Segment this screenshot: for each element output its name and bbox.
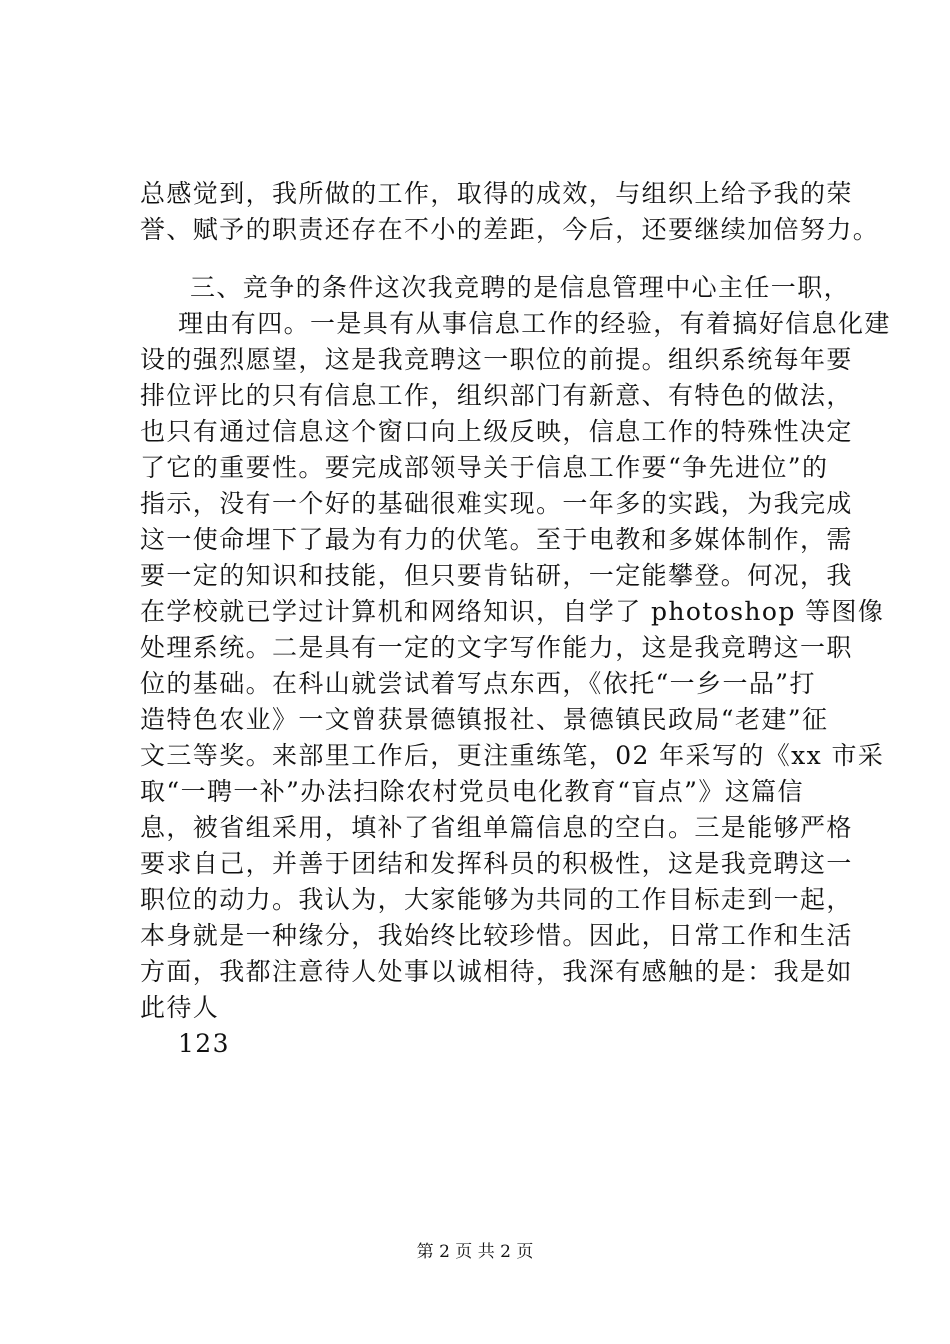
text-line: 了它的重要性。要完成部领导关于信息工作要“争先进位”的 bbox=[140, 453, 829, 482]
text-line: 造特色农业》一文曾获景德镇报社、景德镇民政局“老建”征 bbox=[140, 705, 829, 734]
section-heading-line: 三、竞争的条件这次我竞聘的是信息管理中心主任一职， bbox=[190, 273, 851, 302]
text-line: 职位的动力。我认为，大家能够为共同的工作目标走到一起， bbox=[140, 885, 853, 914]
text-line: 理由有四。一是具有从事信息工作的经验，有着搞好信息化建 bbox=[178, 309, 891, 338]
text-line: 位的基础。在科山就尝试着写点东西，《依托“一乡一品”打 bbox=[140, 669, 816, 698]
text-line: 处理系统。二是具有一定的文字写作能力，这是我竞聘这一职 bbox=[140, 633, 853, 662]
text-line: 总感觉到，我所做的工作，取得的成效，与组织上给予我的荣 bbox=[140, 179, 853, 208]
text-line: 在学校就已学过计算机和网络知识，自学了 photoshop 等图像 bbox=[140, 597, 885, 626]
text-line: 排位评比的只有信息工作，组织部门有新意、有特色的做法， bbox=[140, 381, 853, 410]
text-line: 文三等奖。来部里工作后，更注重练笔，02 年采写的《xx 市采 bbox=[140, 741, 885, 770]
page-number-text: 123 bbox=[178, 1029, 230, 1058]
text-line: 方面，我都注意待人处事以诚相待，我深有感触的是：我是如 bbox=[140, 957, 853, 986]
text-line: 指示，没有一个好的基础很难实现。一年多的实践，为我完成 bbox=[140, 489, 853, 518]
text-line: 这一使命埋下了最为有力的伏笔。至于电教和多媒体制作，需 bbox=[140, 525, 853, 554]
page-footer: 第 2 页 共 2 页 bbox=[416, 1242, 534, 1262]
text-line: 誉、赋予的职责还存在不小的差距，今后，还要继续加倍努力。 bbox=[140, 215, 880, 244]
text-line: 设的强烈愿望，这是我竞聘这一职位的前提。组织系统每年要 bbox=[140, 345, 853, 374]
text-line: 要一定的知识和技能，但只要肯钻研，一定能攀登。何况，我 bbox=[140, 561, 853, 590]
text-line: 要求自己，并善于团结和发挥科员的积极性，这是我竞聘这一 bbox=[140, 849, 853, 878]
text-line: 取“一聘一补”办法扫除农村党员电化教育“盲点”》这篇信 bbox=[140, 777, 804, 806]
text-line: 也只有通过信息这个窗口向上级反映，信息工作的特殊性决定 bbox=[140, 417, 853, 446]
text-line: 息，被省组采用，填补了省组单篇信息的空白。三是能够严格 bbox=[140, 813, 853, 842]
text-line: 本身就是一种缘分，我始终比较珍惜。因此，日常工作和生活 bbox=[140, 921, 853, 950]
text-line: 此待人 bbox=[140, 993, 220, 1022]
